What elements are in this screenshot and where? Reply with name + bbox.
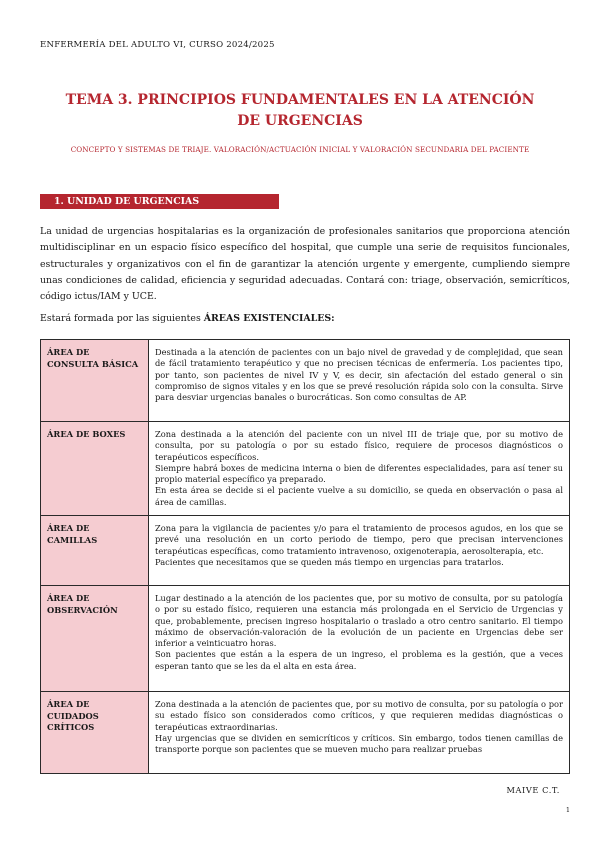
page-number: 1 (565, 806, 570, 814)
footer-author: MAIVE C.T. (506, 785, 560, 795)
table-row (41, 586, 570, 692)
areas-lead (40, 313, 335, 324)
section-heading: 1. UNIDAD DE URGENCIAS HOSPITALARIAS (40, 194, 279, 209)
area-paragraph: Pacientes que necesitamos que se queden más tiempo en urgencias para tratarlos. (155, 556, 504, 567)
table-row (41, 516, 570, 586)
areas-lead-bold: ÁREAS EXISTENCIALES: (203, 313, 335, 324)
area-description (149, 340, 570, 422)
area-description (149, 692, 570, 774)
table-row (41, 340, 570, 422)
area-paragraph: Zona destinada a la atención de pacientes que, por su motivo de consulta, por su patología o por su estado físico son considerados como críticos, y que requieren medidas diagnósticas o terapéuticas extraordinarias. (155, 699, 563, 732)
area-paragraph: Zona destinada a la atención del paciente con un nivel III de triaje que, por su motivo de consulta, por su patología o por su estado físico, requiere de procesos diagnósticos o terapéuticos específicos. (155, 429, 563, 462)
area-label: ÁREA DE CONSULTA BÁSICA (41, 340, 149, 422)
area-label: ÁREA DE CAMILLAS (41, 516, 149, 586)
document-header: ENFERMERÍA DEL ADULTO VI, CURSO 2024/2025 (40, 40, 275, 50)
area-paragraph: Destinada a la atención de pacientes con un bajo nivel de gravedad y de complejidad, que sean de fácil tratamiento terapéutico y que no precisen técnicas de enfermería. Los pacientes tipo, por tanto, son pacientes de nivel IV y V, es decir, sin afectación del estado general o sin compromiso de signos vitales y en los que se prevé resolución rápida solo con la consulta. Sirve para desviar urgencias banales o burocráticas. Son como consultas de AP. (155, 347, 563, 403)
area-label: ÁREA DE BOXES (41, 422, 149, 516)
area-label: ÁREA DE OBSERVACIÓN (41, 586, 149, 692)
page-subtitle: CONCEPTO Y SISTEMAS DE TRIAJE. VALORACIÓN/ACTUACIÓN INICIAL Y VALORACIÓN SECUNDARIA DEL PACIENTE (70, 145, 530, 154)
area-label: ÁREA DE CUIDADOS CRÍTICOS (41, 692, 149, 774)
area-paragraph: Lugar destinado a la atención de los pacientes que, por su motivo de consulta, por su patología o por su estado físico, requieren una estancia más prolongada en el Servicio de Urgencias y que, probablemente, precisen ingreso hospitalario o traslado a otro centro sanitario. El tiempo máximo de observación-valoración de la evolución de un paciente en Urgencias debe ser inferior a veinticuatro horas. (155, 593, 563, 649)
area-paragraph: Hay urgencias que se dividen en semicríticos y críticos. Sin embargo, todos tienen camillas de transporte porque son pacientes que se mueven mucho para realizar pruebas (155, 732, 563, 755)
table-row (41, 422, 570, 516)
areas-lead-text: Estará formada por las siguientes (40, 313, 204, 324)
area-paragraph: Son pacientes que están a la espera de un ingreso, el problema es la gestión, que a veces esperan tanto que se les da el alta en esta área. (155, 649, 563, 671)
area-paragraph: Siempre habrá boxes de medicina interna o bien de diferentes especialidades, para así tener su propio material específico ya preparado. (155, 462, 563, 485)
area-description (149, 422, 570, 516)
areas-table (40, 339, 570, 774)
area-description (149, 586, 570, 692)
area-paragraph: En esta área se decide si el paciente vuelve a su domicilio, se queda en observación o pasa al área de camillas. (155, 485, 563, 507)
area-description (149, 516, 570, 586)
page-title: TEMA 3. PRINCIPIOS FUNDAMENTALES EN LA ATENCIÓN DE URGENCIAS (65, 92, 535, 129)
intro-paragraph: La unidad de urgencias hospitalarias es la organización de profesionales sanitarios que proporciona atención multidisciplinar en un espacio físico específico del hospital, que cumple una serie de requisitos funcionales, estructurales y organizativos con el fin de garantizar la atención urgente y emergente, cumpliendo siempre unas condiciones de calidad, eficiencia y seguridad adecuadas. Contará con: triage, observación, semicríticos, código ictus/IAM y UCE. (40, 226, 570, 303)
table-row (41, 692, 570, 774)
area-paragraph: Zona para la vigilancia de pacientes y/o para el tratamiento de procesos agudos, en los que se prevé una resolución en un corto periodo de tiempo, pero que precisan intervenciones terapéuticas específicas, como tratamiento intravenoso, oxigenoterapia, aerosolterapia, etc. (155, 523, 563, 556)
